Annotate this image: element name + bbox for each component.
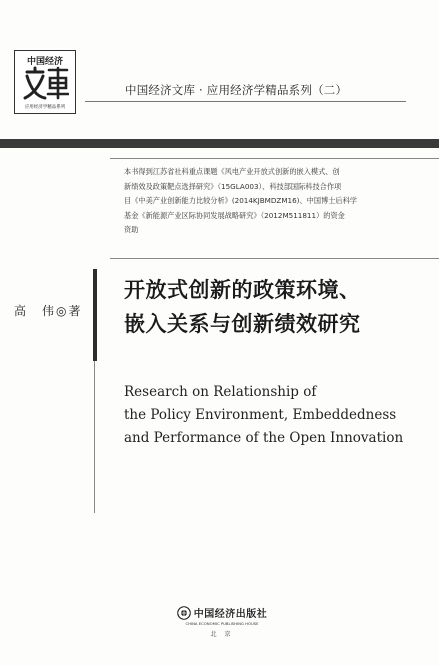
publisher-name-english: CHINA ECONOMIC PUBLISHING HOUSE [185, 621, 259, 626]
english-title-line: Research on Relationship of [124, 384, 317, 400]
vertical-rule [94, 361, 95, 513]
divider-top [110, 158, 439, 159]
english-title-line: and Performance of the Open Innovation [124, 430, 404, 446]
publisher-block [172, 605, 272, 638]
author-credit: 高 伟◎著 [14, 304, 83, 318]
funding-line: 资助 [124, 225, 139, 234]
funding-line: 基金《新能源产业区际协同发展战略研究》（2012M511811）的资金 [124, 210, 345, 220]
funding-line: 本书得到江苏省社科重点课题《风电产业开放式创新的嵌入模式、创 [124, 167, 340, 176]
series-logo [14, 50, 76, 114]
chinese-title-line: 开放式创新的政策环境、 [124, 278, 361, 302]
logo-bottom-text: 应用经济学精品系列 [24, 105, 66, 110]
funding-note [124, 165, 409, 238]
logo-top-text: 中国经济 [26, 57, 63, 67]
publisher-emblem-icon [177, 606, 191, 620]
header-bar [0, 139, 439, 148]
wenku-mark-icon [23, 66, 69, 100]
publisher-city: 北 京 [210, 631, 234, 638]
funding-line: 新绩效及政策靶点选择研究》（15GLA003）、科技部国际科技合作项 [124, 181, 342, 191]
title-accent-bar [93, 269, 97, 361]
chinese-title-line: 嵌入关系与创新绩效研究 [124, 312, 361, 336]
series-title: 中国经济文库 · 应用经济学精品系列（二） [125, 83, 348, 97]
divider-middle [110, 258, 439, 259]
english-title-line: the Policy Environment, Embeddedness [124, 407, 397, 423]
publisher-name: 中国经济出版社 [193, 609, 268, 620]
english-title [124, 381, 424, 450]
series-divider [85, 101, 406, 102]
funding-line: 目《中美产业创新能力比较分析》(2014KJBMDZM16)、中国博士后科学 [124, 196, 357, 205]
chinese-title [124, 273, 424, 341]
